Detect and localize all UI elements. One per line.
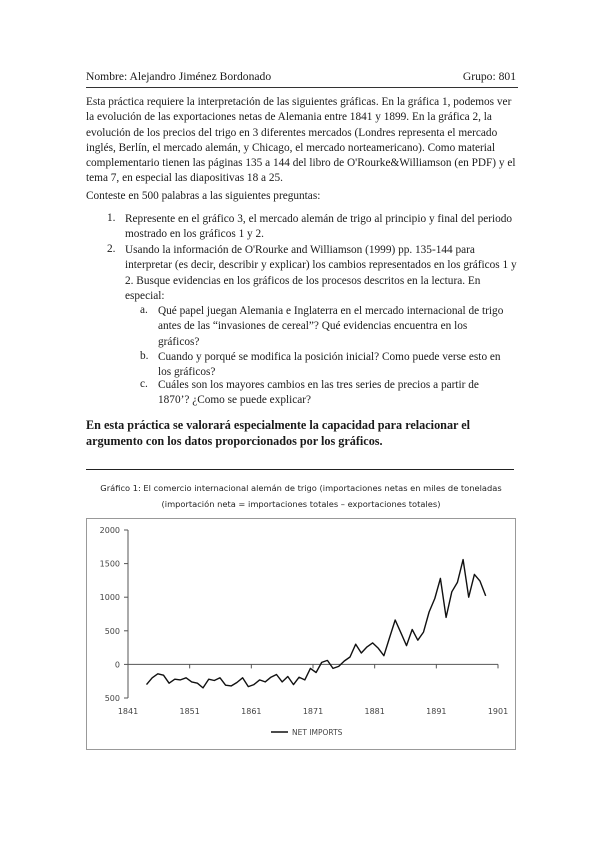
question-2-text: Usando la información de O'Rourke and Williamson (1999) pp. 135-144 para interpretar (es decir, describir y explicar) los cambios representados en los gráficos 1 y 2. Busque evidencias en los gráficos de los procesos descritos en la lectura. En especial:	[125, 244, 517, 302]
net-imports-chart	[86, 518, 516, 750]
x-tick-label: 1851	[179, 707, 200, 716]
x-tick-label: 1871	[302, 707, 324, 716]
question-2-number: 2.	[107, 243, 116, 255]
x-tick-label: 1861	[241, 707, 262, 716]
x-tick-label: 1891	[426, 707, 447, 716]
x-tick-label: 1881	[364, 707, 385, 716]
figure-caption: Gráfico 1: El comercio internacional alemán de trigo (importaciones netas en miles de toneladas (importación neta = importaciones totales – exportaciones totales)	[100, 483, 502, 509]
intro-paragraph: Esta práctica requiere la interpretación de las siguientes gráficas. En la gráfica 1, podemos ver la evolución de las exportaciones netas de Alemania entre 1841 y 1899. En la gráfica 2, la evolución de los precios del trigo en 3 diferentes mercados (Londres representa el mercado inglés, Berlín, el mercado alemán, y Chicago, el mercado norteamericano). Como material complementario tienen las páginas 135 a 144 del libro de O'Rourke&Williamson (en PDF) y el tema 7, en especial las diapositivas 18 a 25.	[86, 96, 516, 185]
chart-frame	[87, 519, 516, 750]
figure-divider	[86, 469, 514, 470]
header-divider	[86, 87, 518, 88]
y-tick-label: 1500	[99, 559, 120, 569]
legend-label: NET IMPORTS	[292, 728, 343, 737]
subquestion-c-number: c.	[140, 378, 148, 390]
y-tick-label: 500	[104, 626, 120, 636]
y-tick-label: 1000	[99, 593, 120, 603]
y-tick-label: 0	[114, 660, 120, 670]
header	[86, 70, 516, 83]
x-tick-label: 1841	[117, 707, 139, 716]
subquestion-a-text: Qué papel juegan Alemania e Inglaterra en el mercado internacional de trigo antes de las “invasiones de cereal”? Qué evidencias encuentra en los gráficos?	[158, 305, 504, 348]
question-1-number: 1.	[107, 212, 116, 224]
evaluation-note: En esta práctica se valorará especialmente la capacidad para relacionar el argumento con los datos proporcionados por los gráficos.	[86, 418, 471, 448]
subquestion-b-number: b.	[140, 350, 149, 362]
x-tick-label: 1901	[487, 707, 509, 716]
group-label: Grupo: 801	[462, 70, 516, 83]
y-tick-label: 2000	[99, 526, 120, 535]
subquestion-b-text: Cuando y porqué se modifica la posición inicial? Como puede verse esto en los gráficos?	[158, 351, 501, 379]
question-1-text: Represente en el gráfico 3, el mercado alemán de trigo al principio y final del periodo mostrado en los gráficos 1 y 2.	[125, 213, 513, 241]
student-name: Nombre: Alejandro Jiménez Bordonado	[86, 70, 272, 83]
y-tick-label: 500	[104, 694, 120, 703]
instructions-prompt: Conteste en 500 palabras a las siguientes preguntas:	[86, 190, 321, 202]
subquestion-a-number: a.	[140, 304, 148, 316]
subquestion-c-text: Cuáles son los mayores cambios en las tres series de precios a partir de 1870’? ¿Como se puede explicar?	[158, 379, 479, 407]
